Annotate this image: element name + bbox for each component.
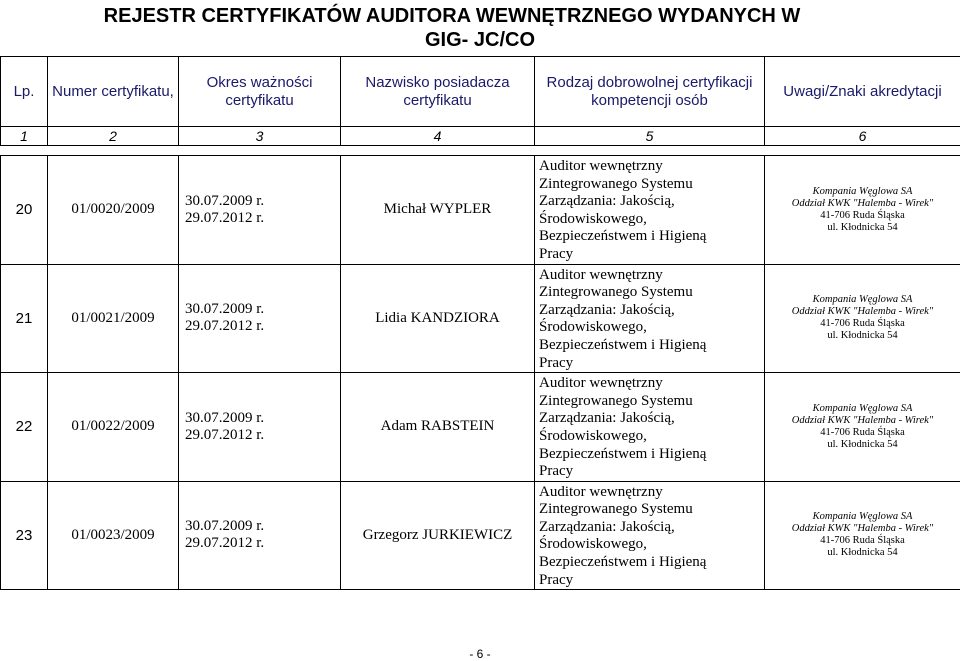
rodzaj-line: Zarządzania: Jakością, [539, 301, 675, 318]
table-row [1, 373, 960, 482]
rodzaj-line: Bezpieczeństwem i Higieną [539, 554, 707, 571]
table-row [1, 264, 960, 373]
row-holder-name: Michał WYPLER [341, 156, 535, 265]
header-col-number: 4 [341, 127, 535, 146]
header-lp: Lp. [1, 57, 48, 127]
document-title-line1: REJESTR CERTYFIKATÓW AUDITORA WEWNĘTRZNEGO WYDANYCH W [103, 5, 801, 27]
row-certification-type [535, 481, 765, 590]
row-remarks [765, 156, 960, 265]
row-certification-type [535, 373, 765, 482]
remarks-department: Oddział KWK "Halemba - Wirek" [791, 414, 934, 426]
row-date-to: 29.07.2012 r. [185, 535, 265, 552]
rodzaj-line: Zintegrowanego Systemu [539, 284, 693, 301]
header-col-number: 2 [48, 127, 179, 146]
rodzaj-line: Auditor wewnętrzny [539, 266, 663, 283]
rodzaj-line: Środowiskowego, [539, 536, 647, 553]
remarks-street: ul. Kłodnicka 54 [827, 330, 898, 342]
row-date-from: 30.07.2009 r. [185, 518, 265, 535]
remarks-street: ul. Kłodnicka 54 [827, 547, 898, 559]
rodzaj-line: Zintegrowanego Systemu [539, 501, 693, 518]
rodzaj-line: Zarządzania: Jakością, [539, 518, 675, 535]
header-uwagi: Uwagi/Znaki akredytacji [765, 57, 960, 127]
header-okres: Okres ważności certyfikatu [179, 57, 341, 127]
table-row [1, 156, 960, 265]
header-numer: Numer certyfikatu, [48, 57, 179, 127]
rodzaj-line: Pracy [539, 571, 574, 588]
row-lp: 20 [1, 156, 48, 265]
rodzaj-line: Zarządzania: Jakością, [539, 193, 675, 210]
row-certification-type [535, 264, 765, 373]
row-validity [179, 156, 341, 265]
row-holder-name: Adam RABSTEIN [341, 373, 535, 482]
table-row [1, 481, 960, 590]
row-date-to: 29.07.2012 r. [185, 318, 265, 335]
row-date-from: 30.07.2009 r. [185, 409, 265, 426]
remarks-department: Oddział KWK "Halemba - Wirek" [791, 306, 934, 318]
rodzaj-line: Pracy [539, 463, 574, 480]
rodzaj-line: Bezpieczeństwem i Higieną [539, 445, 707, 462]
remarks-company: Kompania Węglowa SA [812, 511, 913, 523]
row-remarks [765, 373, 960, 482]
row-holder-name: Grzegorz JURKIEWICZ [341, 481, 535, 590]
rodzaj-line: Auditor wewnętrzny [539, 483, 663, 500]
row-date-to: 29.07.2012 r. [185, 426, 265, 443]
rodzaj-line: Środowiskowego, [539, 427, 647, 444]
header-nazwisko: Nazwisko posiadacza certyfikatu [341, 57, 535, 127]
row-date-from: 30.07.2009 r. [185, 192, 265, 209]
row-lp: 21 [1, 264, 48, 373]
row-holder-name: Lidia KANDZIORA [341, 264, 535, 373]
remarks-company: Kompania Węglowa SA [812, 294, 913, 306]
row-cert-number: 01/0020/2009 [48, 156, 179, 265]
row-remarks [765, 481, 960, 590]
remarks-department: Oddział KWK "Halemba - Wirek" [791, 197, 934, 209]
row-certification-type [535, 156, 765, 265]
row-cert-number: 01/0021/2009 [48, 264, 179, 373]
rodzaj-line: Bezpieczeństwem i Higieną [539, 336, 707, 353]
remarks-city: 41-706 Ruda Śląska [820, 209, 905, 221]
row-date-to: 29.07.2012 r. [185, 209, 265, 226]
remarks-department: Oddział KWK "Halemba - Wirek" [791, 523, 934, 535]
rodzaj-line: Zintegrowanego Systemu [539, 392, 693, 409]
row-lp: 22 [1, 373, 48, 482]
register-body-table [0, 155, 960, 590]
header-col-number: 5 [535, 127, 765, 146]
row-date-from: 30.07.2009 r. [185, 301, 265, 318]
remarks-company: Kompania Węglowa SA [812, 185, 913, 197]
rodzaj-line: Auditor wewnętrzny [539, 375, 663, 392]
row-remarks [765, 264, 960, 373]
register-header-table [0, 56, 960, 146]
rodzaj-line: Środowiskowego, [539, 210, 647, 227]
page-number: - 6 - [469, 647, 491, 661]
remarks-city: 41-706 Ruda Śląska [820, 426, 905, 438]
remarks-city: 41-706 Ruda Śląska [820, 318, 905, 330]
row-validity [179, 373, 341, 482]
rodzaj-line: Pracy [539, 354, 574, 371]
rodzaj-line: Zarządzania: Jakością, [539, 410, 675, 427]
rodzaj-line: Pracy [539, 245, 574, 262]
row-validity [179, 264, 341, 373]
header-rodzaj: Rodzaj dobrowolnej certyfikacji kompetencji osób [535, 57, 765, 127]
row-cert-number: 01/0023/2009 [48, 481, 179, 590]
rodzaj-line: Zintegrowanego Systemu [539, 175, 693, 192]
remarks-street: ul. Kłodnicka 54 [827, 438, 898, 450]
row-cert-number: 01/0022/2009 [48, 373, 179, 482]
header-col-number: 1 [1, 127, 48, 146]
remarks-company: Kompania Węglowa SA [812, 402, 913, 414]
rodzaj-line: Bezpieczeństwem i Higieną [539, 228, 707, 245]
rodzaj-line: Środowiskowego, [539, 319, 647, 336]
rodzaj-line: Auditor wewnętrzny [539, 158, 663, 174]
document-title-line2: GIG- JC/CO [424, 29, 535, 51]
header-col-number: 6 [765, 127, 960, 146]
remarks-street: ul. Kłodnicka 54 [827, 221, 898, 233]
remarks-city: 41-706 Ruda Śląska [820, 535, 905, 547]
header-col-number: 3 [179, 127, 341, 146]
row-validity [179, 481, 341, 590]
row-lp: 23 [1, 481, 48, 590]
